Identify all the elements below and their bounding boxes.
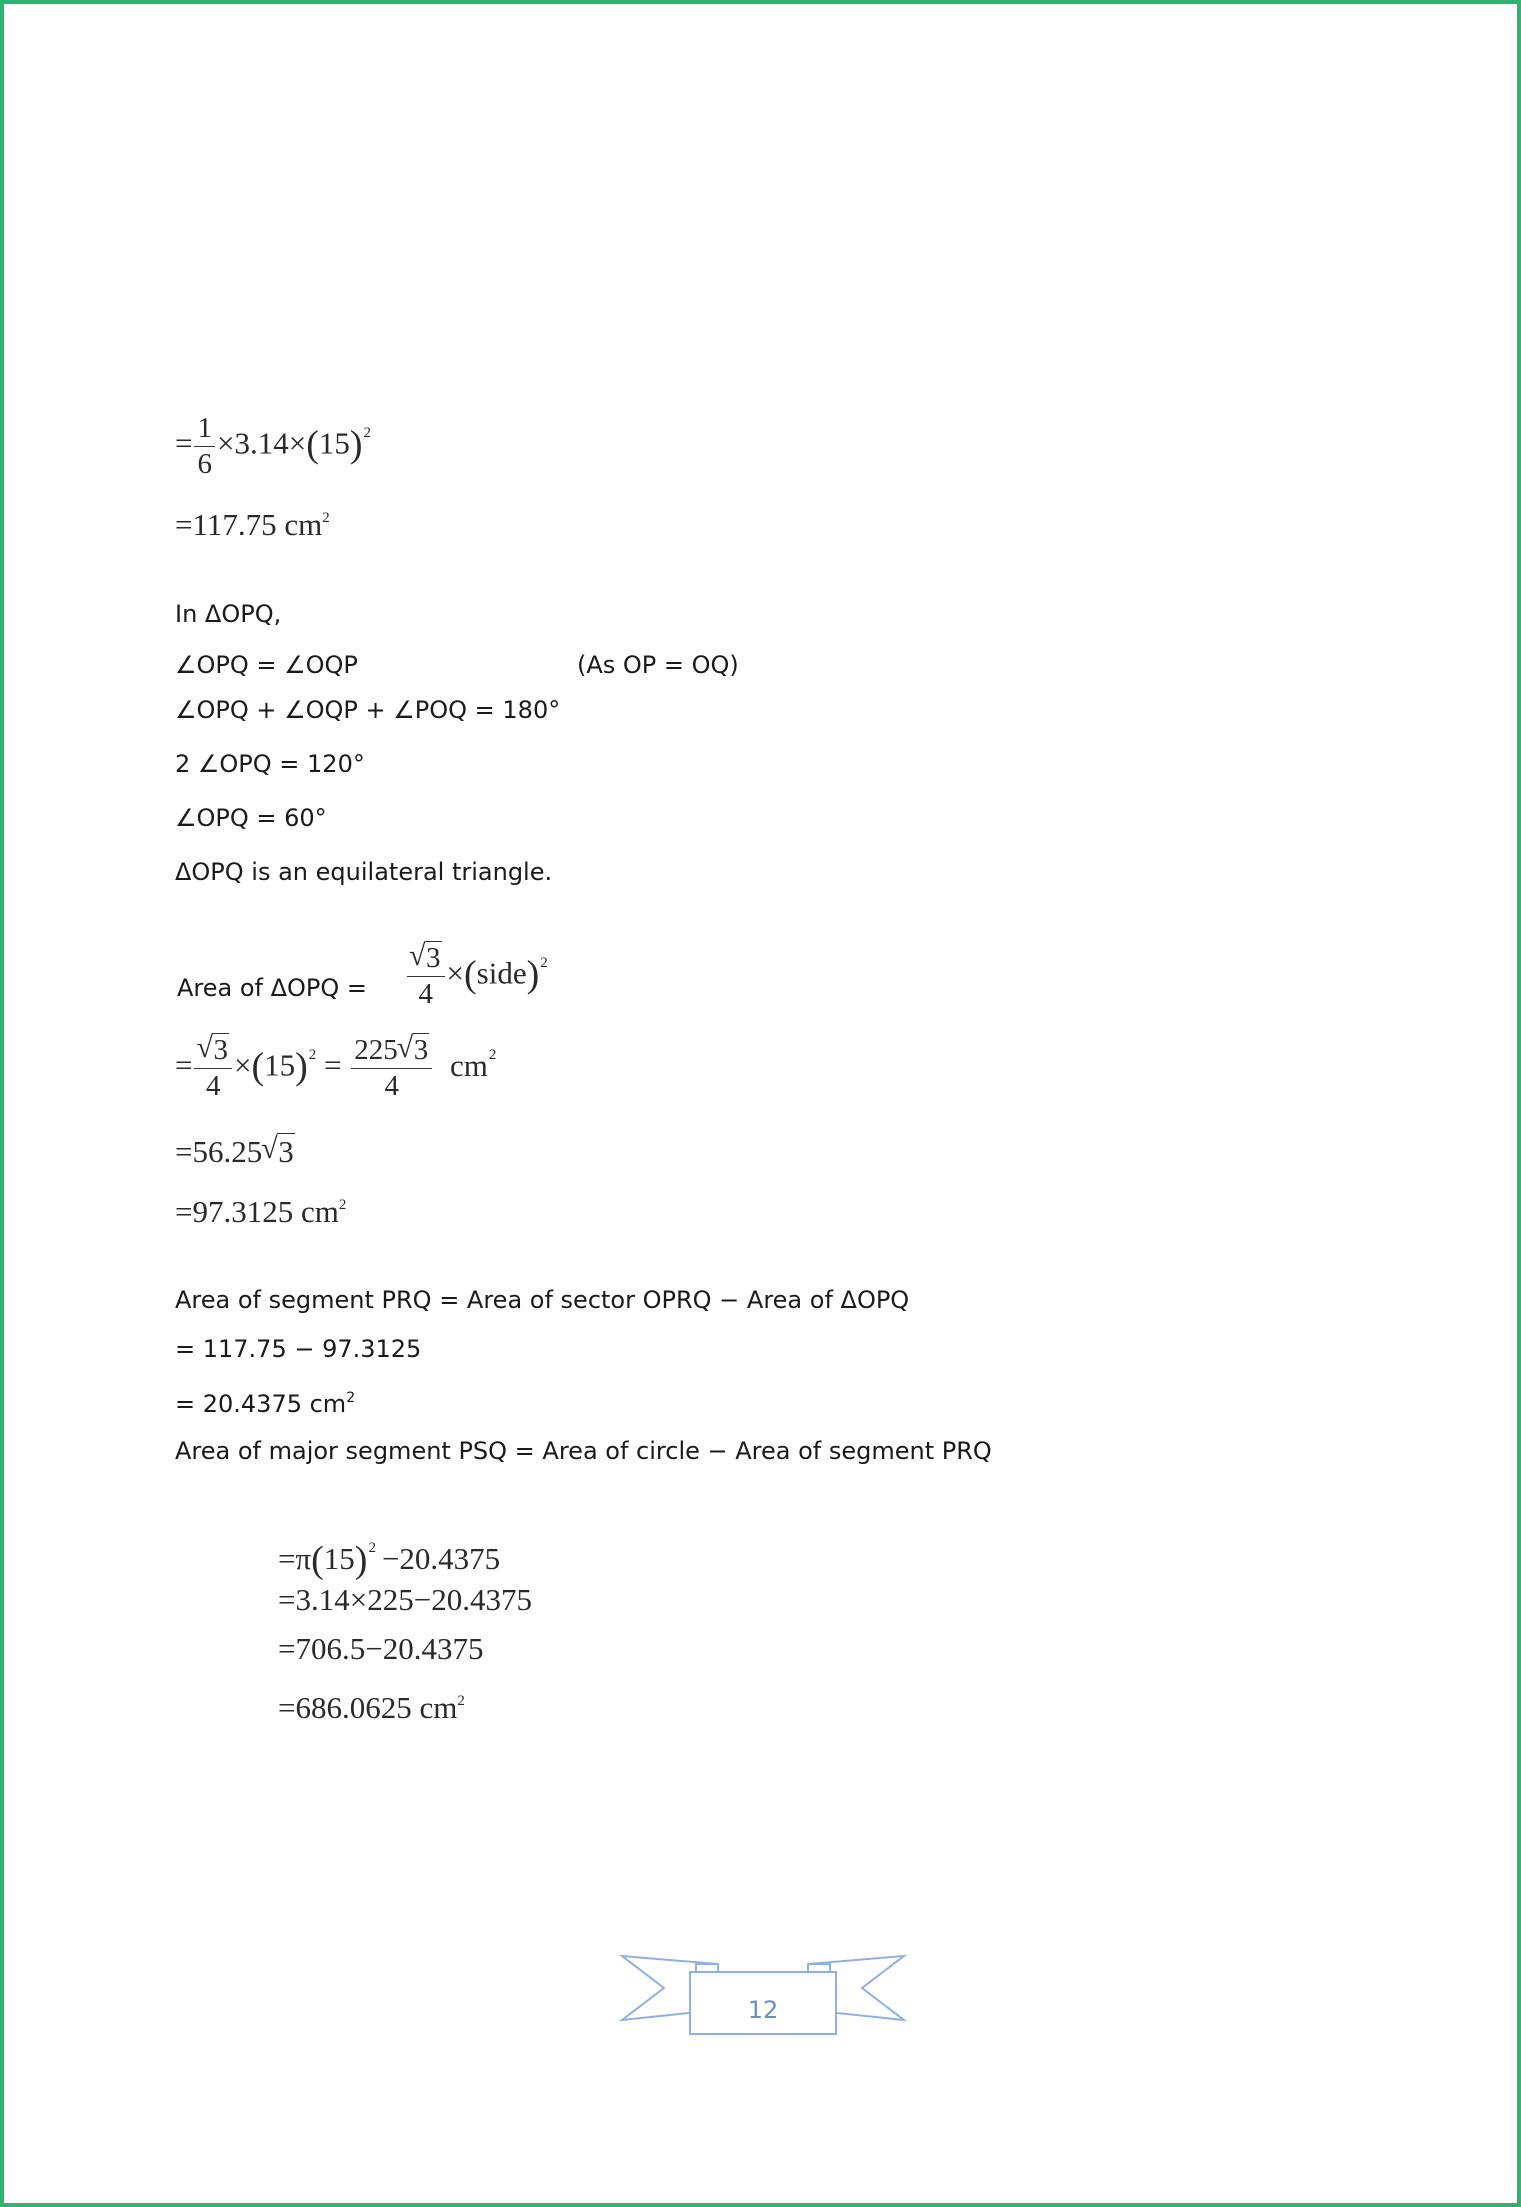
segment-area-step-2: = 20.4375 $cm^2$ xyxy=(175,1390,356,1418)
triangle-intro: In ΔOPQ, xyxy=(175,600,282,628)
triangle-area-step-2: =56.25 √ 3 xyxy=(175,1134,295,1170)
triangle-proof-line-2: ∠OPQ + ∠OQP + ∠POQ = 180° xyxy=(175,696,561,724)
triangle-area-step-3: =97.3125 $cm^2$ xyxy=(175,1194,347,1229)
major-segment-step-4: =686.0625 $cm^2$ xyxy=(278,1690,465,1725)
major-segment-step-1: $=\pi(15)^2 -20.4375$ xyxy=(278,1539,501,1581)
page-number-banner xyxy=(618,1950,908,2050)
fraction: $\frac{1}{6}$ xyxy=(194,414,215,479)
major-segment-step-3: =706.5−20.4375 xyxy=(278,1631,484,1666)
sqrt-symbol: √ 3 xyxy=(410,944,442,973)
triangle-proof-line-4: ∠OPQ = 60° xyxy=(175,804,327,832)
triangle-proof-note: (As OP = OQ) xyxy=(577,651,739,679)
triangle-proof-line-3: 2 ∠OPQ = 120° xyxy=(175,750,365,778)
triangle-area-step-1: = √ $\frac{3}{4}$ $\times(15)^2$ = $\frac{225 √ 3}{4}$ $cm^2$ xyxy=(175,1036,496,1101)
triangle-proof-conclusion: ΔOPQ is an equilateral triangle. xyxy=(175,858,553,886)
fraction: $\frac{225 √ 3}{4}$ xyxy=(351,1036,432,1101)
major-segment-step-2: =3.14×225−20.4375 xyxy=(278,1582,532,1617)
sqrt-symbol: √ 3 xyxy=(262,1134,295,1170)
segment-area-step-1: = 117.75 − 97.3125 xyxy=(175,1335,422,1363)
sector-area-step-2: =117.75 $cm^2$ xyxy=(175,507,330,542)
sqrt-symbol: √ 3 xyxy=(398,1036,430,1065)
sector-area-step-1: = $\frac{1}{6}$ $\times 3.14\times(15)^2$ xyxy=(175,412,372,480)
triangle-proof-line-1: ∠OPQ = ∠OQP xyxy=(175,651,358,679)
sqrt-symbol: √ 3 xyxy=(197,1036,229,1065)
fraction: √ $\frac{3}{4}$ xyxy=(407,944,445,1009)
triangle-area-label: Area of ΔOPQ = xyxy=(177,974,368,1002)
page-number: 12 xyxy=(747,1996,779,2024)
triangle-area-formula: √ $\frac{3}{4}$ ×(side)$^2$ xyxy=(405,944,548,1009)
fraction: √ $\frac{3}{4}$ xyxy=(194,1036,232,1101)
major-segment-definition: Area of major segment PSQ = Area of circle − Area of segment PRQ xyxy=(175,1437,992,1465)
segment-area-definition: Area of segment PRQ = Area of sector OPRQ − Area of ΔOPQ xyxy=(175,1286,910,1314)
